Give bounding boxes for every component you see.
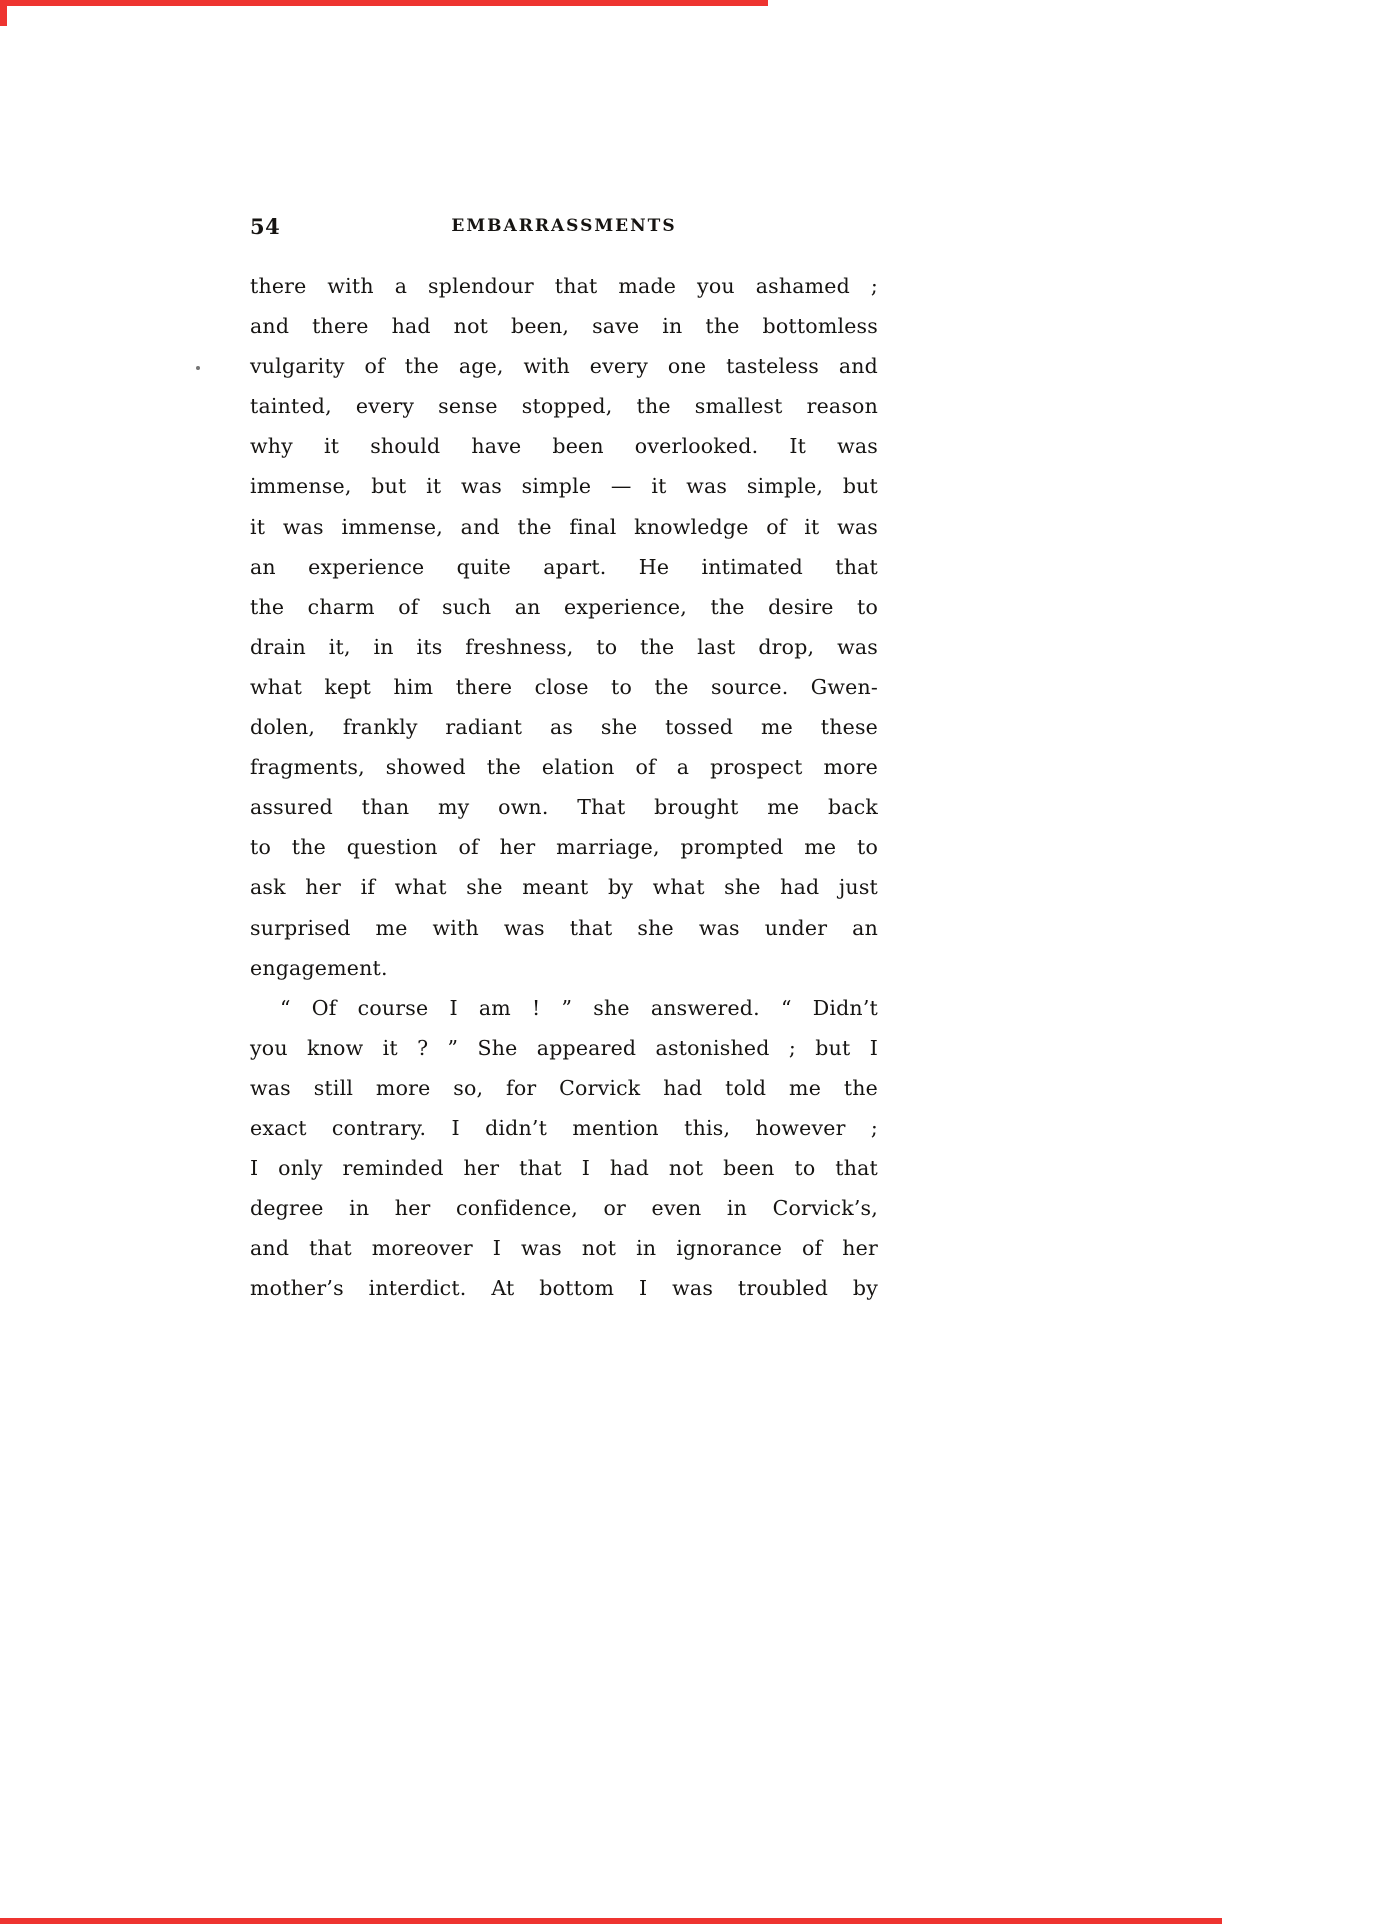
- text-line: you know it ? ” She appeared astonished ; but I: [250, 1035, 878, 1060]
- text-line: why it should have been overlooked. It was: [250, 434, 878, 459]
- page-header: [250, 212, 878, 242]
- text-line: and that moreover I was not in ignorance of her: [250, 1236, 878, 1261]
- text-line: I only reminded her that I had not been to that: [250, 1156, 878, 1181]
- text-line: assured than my own. That brought me back: [250, 795, 878, 820]
- scan-edge-artifact-top-corner: [0, 0, 7, 26]
- text-line: the charm of such an experience, the desire to: [250, 594, 878, 619]
- text-line-paragraph-start: “ Of course I am ! ” she answered. “ Didn’t: [280, 995, 878, 1020]
- text-line: it was immense, and the final knowledge of it was: [250, 514, 878, 539]
- text-line: mother’s interdict. At bottom I was troubled by: [250, 1276, 878, 1301]
- text-line: exact contrary. I didn’t mention this, however ;: [250, 1115, 878, 1140]
- text-line: degree in her confidence, or even in Corvick’s,: [250, 1196, 878, 1221]
- scan-edge-artifact-top: [0, 0, 768, 6]
- page-number: 54: [250, 214, 281, 239]
- text-line: was still more so, for Corvick had told me the: [250, 1075, 878, 1100]
- running-header: EMBARRASSMENTS: [451, 216, 677, 236]
- body-text: [250, 266, 878, 1308]
- text-line: surprised me with was that she was under an: [250, 915, 878, 940]
- text-line: what kept him there close to the source. Gwen-: [250, 674, 878, 699]
- scan-edge-artifact-bottom: [0, 1918, 1222, 1924]
- text-line: dolen, frankly radiant as she tossed me these: [250, 715, 878, 740]
- text-line: ask her if what she meant by what she had just: [250, 875, 878, 900]
- text-line: vulgarity of the age, with every one tasteless and: [250, 354, 878, 379]
- text-line: fragments, showed the elation of a prospect more: [250, 755, 878, 780]
- scan-artifact-dot: [196, 366, 200, 370]
- text-line: and there had not been, save in the bottomless: [250, 314, 878, 339]
- text-line: there with a splendour that made you ashamed ;: [250, 274, 878, 298]
- text-line: immense, but it was simple — it was simple, but: [250, 474, 878, 499]
- text-line: tainted, every sense stopped, the smallest reason: [250, 394, 878, 419]
- text-line-paragraph-end: engagement.: [250, 955, 388, 980]
- text-line: to the question of her marriage, prompted me to: [250, 835, 878, 860]
- text-line: drain it, in its freshness, to the last drop, was: [250, 634, 878, 659]
- text-line: an experience quite apart. He intimated that: [250, 554, 878, 579]
